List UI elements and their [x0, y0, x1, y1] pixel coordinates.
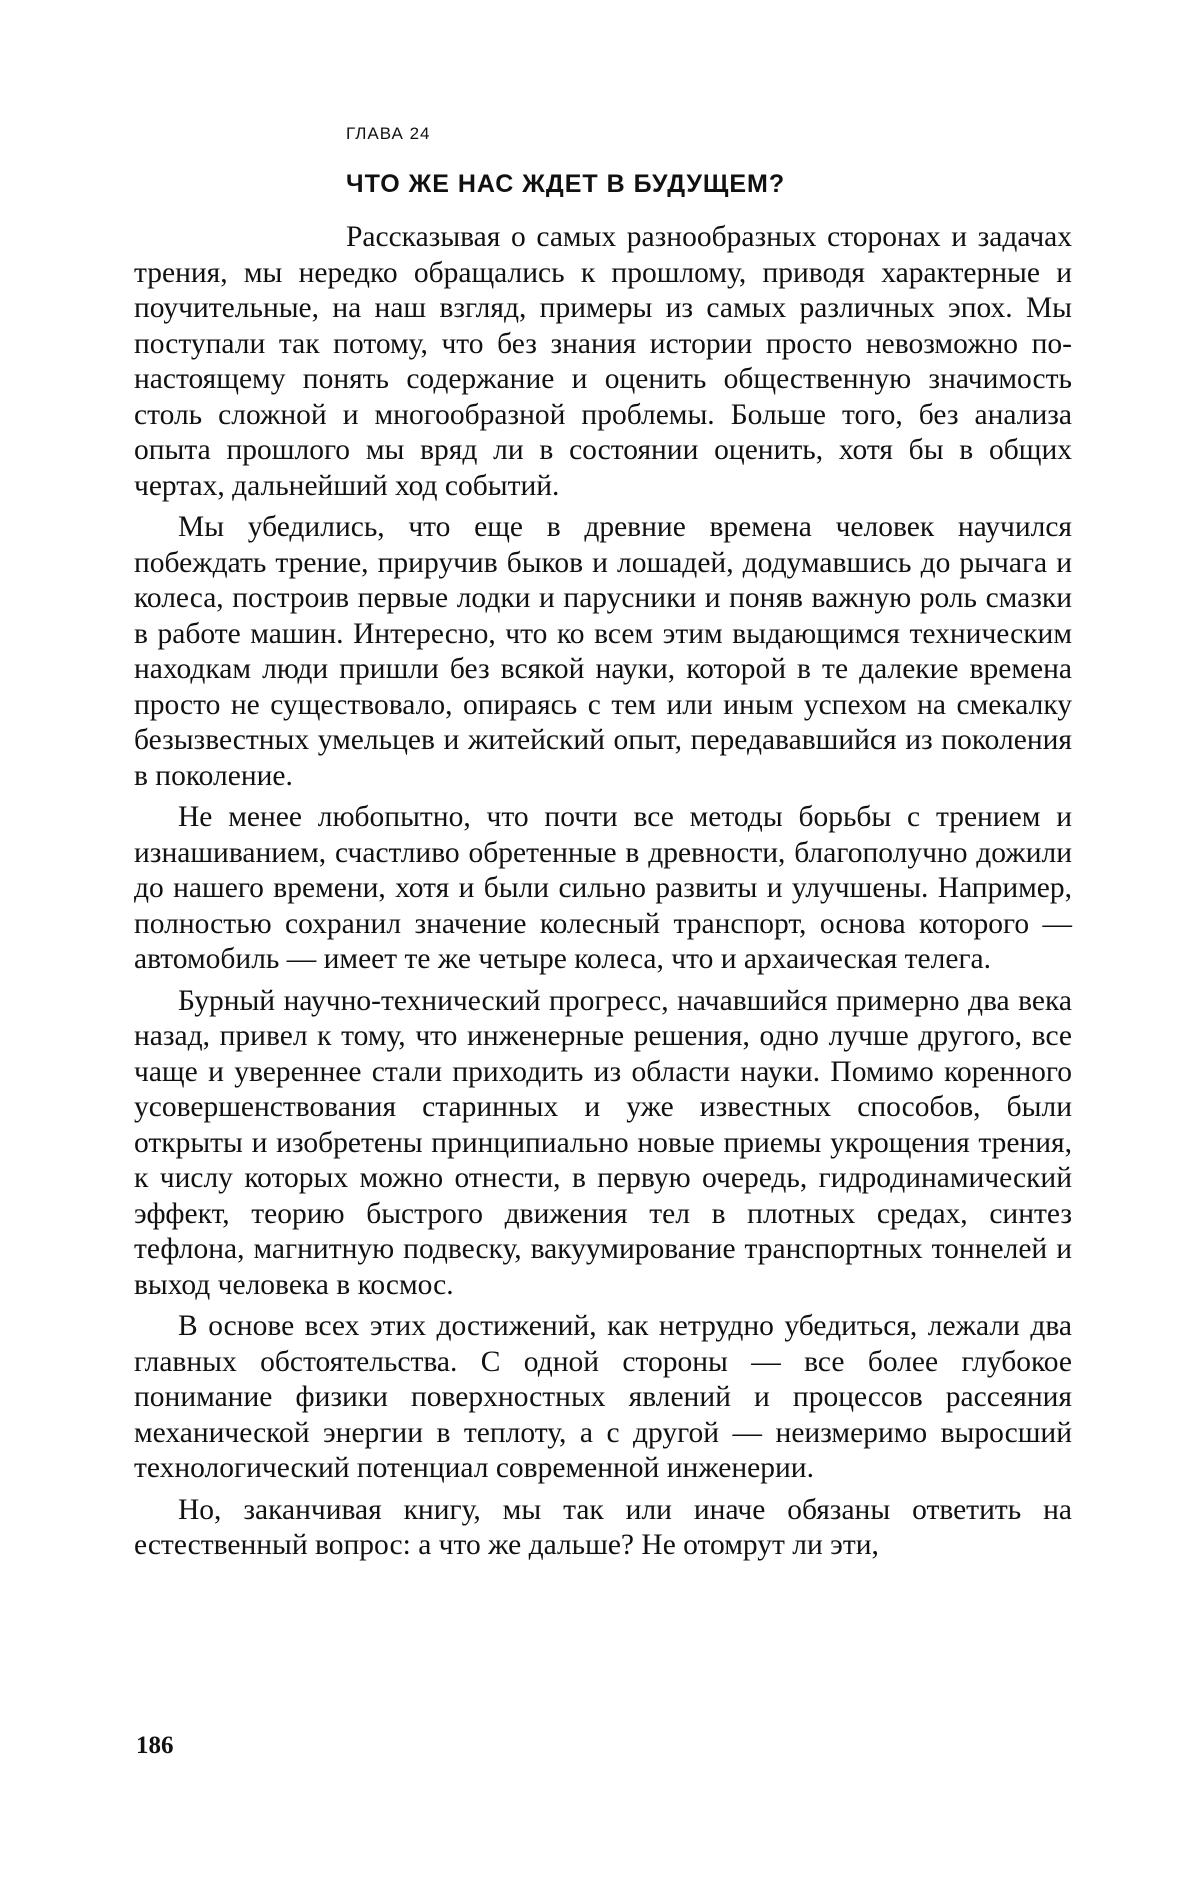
paragraph: В основе всех этих достижений, как нетрудно убедиться, лежали два главных обстоятельства. С одной стороны — все более глубокое понимание физики поверхностных явлений и процессов рассеяния механической энергии в теплоту, а с другой — неизмеримо выросший технологический потенциал современной инженерии.: [134, 1309, 1072, 1487]
paragraph: Не менее любопытно, что почти все методы борьбы с трением и изнашиванием, счастливо обретенные в древности, благополучно дожили до нашего времени, хотя и были сильно развиты и улучшены. Например, полностью сохранил значение колесный транспорт, основа которого — автомобиль — имеет те же четыре колеса, что и архаическая телега.: [134, 800, 1072, 978]
paragraph: Бурный научно-технический прогресс, начавшийся примерно два века назад, привел к тому, что инженерные решения, одно лучше другого, все чаще и увереннее стали приходить из области науки. Помимо коренного усовершенствования старинных и уже известных способов, были открыты и изобретены принципиально новые приемы укрощения трения, к числу которых можно отнести, в первую очередь, гидродинамический эффект, теорию быстрого движения тел в плотных средах, синтез тефлона, магнитную подвеску, вакуумирование транспортных тоннелей и выход человека в космос.: [134, 984, 1072, 1304]
paragraph: Рассказывая о самых разнообразных сторонах и задачах трения, мы нередко обращались к прошлому, приводя характерные и поучительные, на наш взгляд, примеры из самых различных эпох. Мы поступали так потому, что без знания истории просто невозможно по-настоящему понять содержание и оценить общественную значимость столь сложной и многообразной проблемы. Больше того, без анализа опыта прошлого мы вряд ли в состоянии оценить, хотя бы в общих чертах, дальнейший ход событий.: [134, 220, 1072, 504]
page-number: 186: [136, 1732, 174, 1760]
chapter-title: ЧТО ЖЕ НАС ЖДЕТ В БУДУЩЕМ?: [346, 170, 785, 199]
book-page: [0, 0, 1200, 1880]
paragraph: Мы убедились, что еще в древние времена человек научился побеждать трение, приручив быков и лошадей, додумавшись до рычага и колеса, построив первые лодки и парусники и поняв важную роль смазки в работе машин. Интересно, что ко всем этим выдающимся техническим находкам люди пришли без всякой науки, которой в те далекие времена просто не существовало, опираясь с тем или иным успехом на смекалку безызвестных умельцев и житейский опыт, передававшийся из поколения в поколение.: [134, 510, 1072, 794]
paragraph: Но, заканчивая книгу, мы так или иначе обязаны ответить на естественный вопрос: а что же дальше? Не отомрут ли эти,: [134, 1493, 1072, 1564]
chapter-label: ГЛАВА 24: [346, 124, 431, 144]
body-text: [134, 220, 1072, 1564]
